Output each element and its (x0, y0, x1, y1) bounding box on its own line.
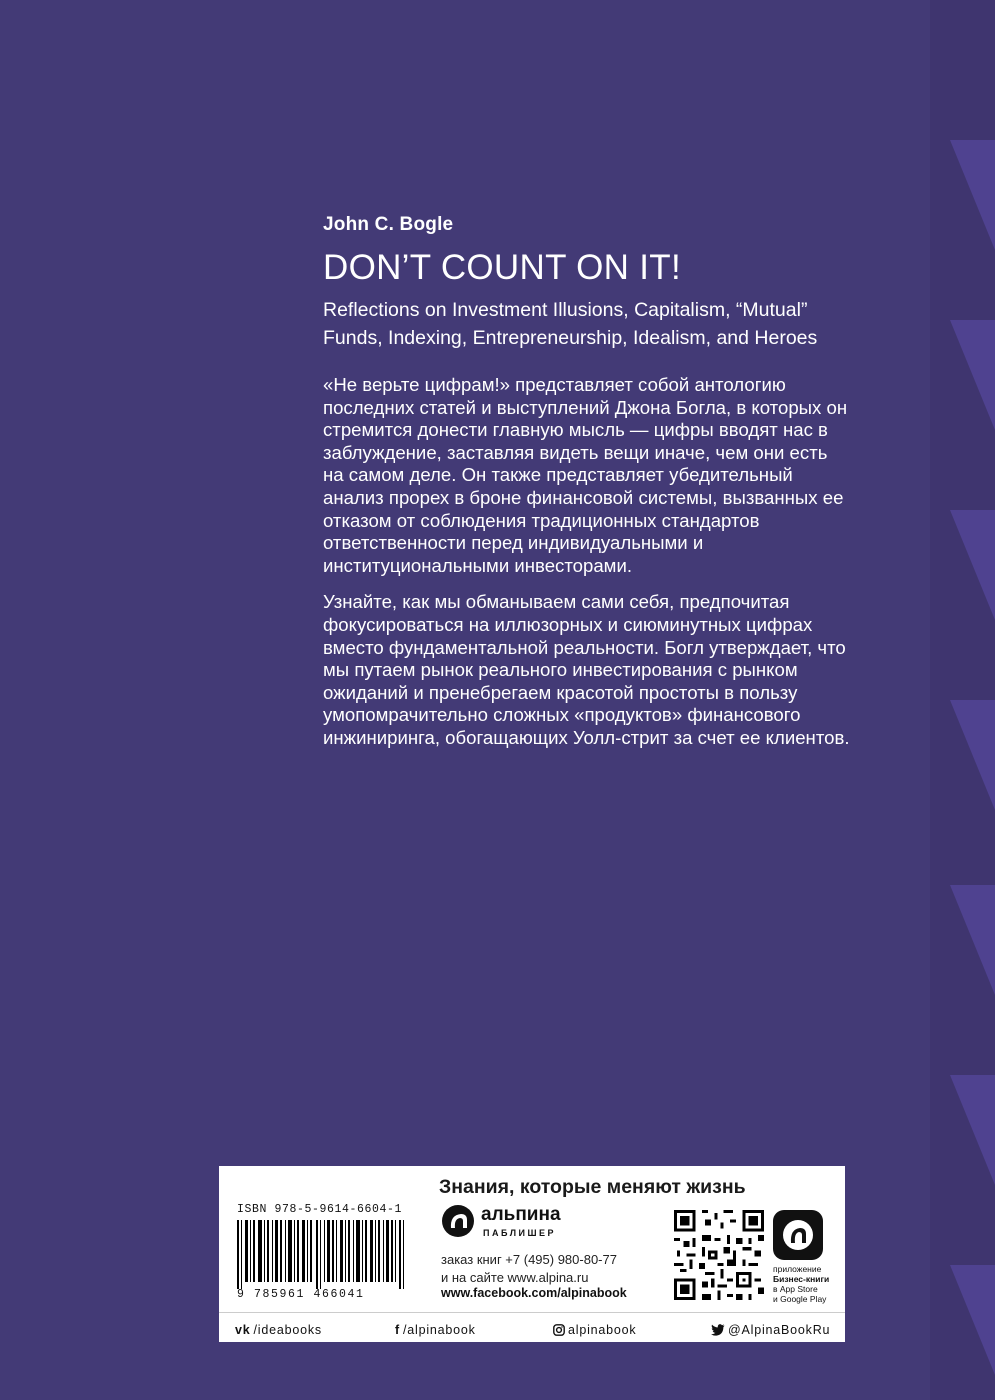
brand-name: альпина (481, 1204, 561, 1225)
social-facebook-text: /alpinabook (402, 1323, 476, 1337)
social-vk-text: /ideabooks (253, 1323, 322, 1337)
back-cover-text (323, 214, 853, 764)
instagram-icon (553, 1324, 565, 1336)
social-facebook (395, 1323, 476, 1337)
author-name: John C. Bogle (323, 214, 454, 235)
facebook-icon: f (395, 1323, 400, 1337)
brand-subtitle: ПАБЛИШЕР (483, 1228, 557, 1238)
publisher-slogan: Знания, которые меняют жизнь (439, 1176, 746, 1198)
barcode (237, 1220, 407, 1289)
app-line-2: Бизнес-книги (773, 1274, 830, 1284)
app-store-text (773, 1264, 845, 1304)
facebook-url: www.facebook.com/alpinabook (441, 1286, 627, 1300)
barcode-digits: 9 785961 466041 (237, 1288, 365, 1301)
social-instagram-text: alpinabook (568, 1323, 637, 1337)
twitter-icon (711, 1324, 725, 1336)
alpina-app-icon (773, 1210, 823, 1260)
app-line-1: приложение (773, 1264, 822, 1274)
vk-icon: vk (235, 1323, 251, 1337)
publisher-info-box (219, 1166, 845, 1342)
isbn-text: ISBN 978-5-9614-6604-1 (237, 1203, 403, 1216)
divider (219, 1312, 845, 1313)
spine-triangles (930, 0, 995, 1400)
qr-code (674, 1210, 764, 1300)
book-subtitle: Reflections on Investment Illusions, Capitalism, “Mutual” Funds, Indexing, Entrepreneurship, Idealism, and Heroes (323, 299, 818, 349)
description-paragraph-2: Узнайте, как мы обманываем сами себя, предпочитая фокусироваться на иллюзорных и сиюминутных цифрах вместо фундаментальной реальности. Богл утверждает, что мы путаем рынок реального инвестирования с рынком ожиданий и пренебрегаем красотой простоты в пользу умопомрачительно сложных «продуктов» финансового инжиниринга, обогащающих Уолл-стрит за счет ее клиентов. (323, 591, 850, 748)
description-paragraph-1: «Не верьте цифрам!» представляет собой антологию последних статей и выступлений Джона Богла, в которых он стремится донести главную мысль — цифры вводят нас в заблуждение, заставляя видеть вещи иначе, чем они есть на самом деле. Он также представляет убедительный анализ прорех в броне финансовой системы, вызванных ее отказом от соблюдения традиционных стандартов ответственности перед индивидуальными и институциональными инвесторами. (323, 374, 848, 576)
social-vk (235, 1323, 322, 1337)
alpina-logo-icon (441, 1204, 475, 1238)
app-line-4: и Google Play (773, 1294, 827, 1304)
social-twitter (711, 1323, 830, 1337)
social-twitter-text: @AlpinaBookRu (728, 1323, 831, 1337)
app-icon (773, 1210, 823, 1260)
app-line-3: в App Store (773, 1284, 818, 1294)
book-title: DON’T COUNT ON IT! (323, 248, 681, 287)
order-phone: заказ книг +7 (495) 980-80-77 (441, 1252, 617, 1267)
social-instagram (553, 1323, 636, 1337)
order-site: и на сайте www.alpina.ru (441, 1270, 589, 1285)
